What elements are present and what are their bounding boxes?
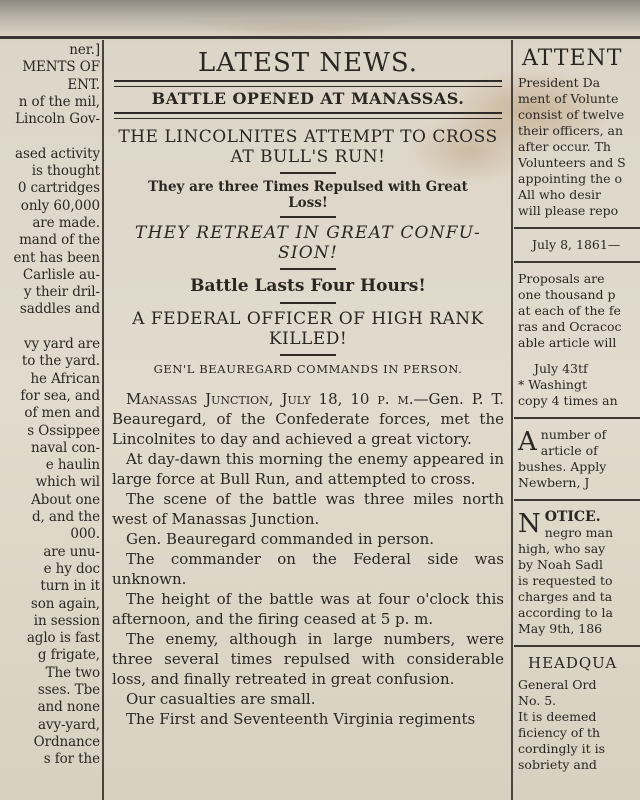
column-text-line: is thought	[31, 163, 100, 180]
column-text-line: which wil	[35, 474, 100, 491]
column-text-line: Volunteers and S	[518, 155, 626, 170]
proposals-block	[514, 271, 640, 351]
column-rule-right	[511, 40, 513, 800]
column-text-line: ased activity	[15, 145, 100, 162]
column-text-line: e haulin	[45, 457, 100, 474]
column-text-line: their officers, an	[518, 123, 624, 138]
headline-retreat-2: SION!	[277, 243, 338, 263]
column-text-line: vy yard are	[24, 336, 100, 353]
headquarters-heading: HEADQUA	[528, 654, 618, 672]
article-paragraph: At day-dawn this morning the enemy appeared in large force at Bull Run, and attempted to cross.	[112, 450, 504, 488]
column-text-line: ficiency of th	[518, 725, 601, 740]
column-text-line: s Ossippee	[27, 422, 100, 439]
column-text-line: turn in it	[40, 578, 100, 595]
column-text-line: May 9th, 186	[518, 621, 603, 636]
column-text-line: Proposals are	[518, 271, 605, 286]
column-text-line: one thousand p	[518, 287, 616, 302]
article-paragraph: The scene of the battle was three miles north west of Manassas Junction.	[112, 490, 504, 528]
separator	[280, 172, 336, 174]
column-text-line: s for the	[43, 751, 100, 768]
column-text-line: Carlisle au-	[22, 266, 100, 283]
column-text-line: It is deemed	[518, 709, 597, 724]
column-text-line: President Da	[518, 75, 601, 90]
column-text-line: are unu-	[43, 543, 100, 560]
column-text-line	[0, 128, 100, 145]
column-text-line	[0, 319, 100, 336]
column-text-line: will please repo	[518, 203, 619, 218]
column-text-line: bushes. Apply	[518, 459, 607, 474]
article-paragraph: The First and Seventeenth Virginia regiments	[126, 710, 476, 728]
right-column	[514, 42, 640, 773]
headline-rule	[114, 112, 502, 119]
column-text-line: mand of the	[19, 232, 100, 249]
column-text-line: cordingly it is	[518, 741, 605, 756]
column-text-line: y their dril-	[23, 284, 100, 301]
column-text-line: able article will	[518, 335, 617, 350]
column-text-line: according to la	[518, 605, 613, 620]
center-column	[106, 42, 510, 729]
column-text-line: All who desir	[518, 187, 602, 202]
column-text-line: 0 cartridges	[17, 180, 100, 197]
column-text-line: d, and the	[31, 509, 100, 526]
drop-cap: A	[518, 427, 537, 457]
column-text-line: n of the mil,	[18, 93, 100, 110]
date-line: July 8, 1861—	[532, 237, 621, 252]
column-text-line: high, who say	[518, 541, 606, 556]
column-text-line: ras and Ocracoc	[518, 319, 622, 334]
column-rule-left	[102, 40, 104, 800]
article-body	[106, 389, 510, 729]
column-text-line: sses. Tbe	[37, 681, 100, 698]
column-text-line: in session	[33, 612, 100, 629]
column-text-line: g frigate,	[37, 647, 100, 664]
column-text-line: only 60,000	[20, 197, 100, 214]
notice-ad	[514, 509, 640, 637]
notice-heading: OTICE.	[544, 509, 601, 525]
rule	[514, 261, 640, 263]
page-edge-shadow	[0, 0, 640, 34]
column-text-line: copy 4 times an	[518, 393, 618, 408]
column-text-line: e hy doc	[43, 560, 100, 577]
column-text-line: saddles and	[19, 301, 100, 318]
column-text-line: consist of twelve	[518, 107, 625, 122]
separator	[280, 354, 336, 356]
article-paragraph: Our casualties are small.	[126, 690, 316, 708]
headline-repulsed-2: Loss!	[288, 195, 328, 211]
column-text-line: Newbern, J	[518, 475, 590, 490]
headline-battle-opened: BATTLE OPENED AT MANASSAS.	[151, 89, 465, 108]
column-text-line: appointing the o	[518, 171, 623, 186]
ad-block	[514, 427, 640, 491]
title-rule	[114, 80, 502, 87]
rule	[514, 227, 640, 229]
rule	[514, 417, 640, 419]
headline-lincolnites-1: THE LINCOLNITES ATTEMPT TO CROSS	[118, 127, 498, 147]
column-text-line: charges and ta	[518, 589, 613, 604]
column-text-line: is requested to	[518, 573, 613, 588]
column-text-line: avy-yard,	[37, 716, 100, 733]
headline-lincolnites-2: AT BULL'S RUN!	[230, 147, 386, 167]
headline-retreat-1: THEY RETREAT IN GREAT CONFU-	[135, 223, 481, 243]
column-text-line: The two	[45, 664, 100, 681]
washington-block	[514, 377, 640, 409]
column-text-line: 000.	[70, 526, 100, 543]
column-text-line: number of	[540, 427, 607, 442]
column-text-line: aglo is fast	[26, 630, 100, 647]
headline-officer-1: A FEDERAL OFFICER OF HIGH RANK	[132, 309, 484, 329]
column-text-line: General Ord	[518, 677, 597, 692]
column-text-line: Lincoln Gov-	[15, 111, 100, 128]
orders-block	[514, 677, 640, 773]
headline-beauregard: GEN'L BEAUREGARD COMMANDS IN PERSON.	[153, 362, 463, 376]
drop-cap: N	[518, 509, 541, 539]
column-text-line: to the yard.	[21, 353, 100, 370]
column-text-line: for sea, and	[20, 387, 100, 404]
column-text-line: MENTS OF	[22, 59, 100, 76]
left-column	[0, 42, 100, 768]
rule	[514, 645, 640, 647]
column-text-line: About one	[31, 491, 100, 508]
headline-officer-2: KILLED!	[268, 329, 348, 349]
column-text-line: ENT.	[67, 76, 100, 93]
notice-block	[514, 75, 640, 219]
date-line: July 43tf	[534, 361, 588, 376]
article-paragraph: The enemy, although in large numbers, were three several times repulsed with considerable loss, and finally retreated in great confusion.	[112, 630, 504, 688]
article-paragraph: The commander on the Federal side was unknown.	[112, 550, 504, 588]
column-text-line: by Noah Sadl	[518, 557, 603, 572]
latest-news-title: LATEST NEWS.	[198, 48, 418, 78]
column-text-line: article of	[540, 443, 598, 458]
headline-four-hours: Battle Lasts Four Hours!	[190, 276, 426, 296]
headline-repulsed-1: They are three Times Repulsed with Great	[148, 179, 468, 195]
column-text-line: naval con-	[31, 439, 100, 456]
column-text-line: son again,	[30, 595, 100, 612]
rule	[514, 499, 640, 501]
top-rule	[0, 36, 640, 39]
separator	[280, 268, 336, 270]
column-text-line: * Washingt	[518, 377, 587, 392]
article-paragraph: Gen. Beauregard commanded in person.	[126, 530, 435, 548]
column-text-line: and none	[37, 699, 100, 716]
column-text-line: of men and	[24, 405, 100, 422]
dateline: Manassas Junction, July 18, 10 p. m.	[126, 390, 414, 408]
column-text-line: after occur. Th	[518, 139, 611, 154]
separator	[280, 302, 336, 304]
separator	[280, 216, 336, 218]
column-text-line: are made.	[32, 214, 100, 231]
column-text-line: he African	[30, 370, 100, 387]
article-paragraph: —Gen. P. T. Beauregard, of the Confederate forces, met the Lincolnites to day and achieved a great victory.	[112, 390, 505, 448]
column-text-line: ner.]	[69, 42, 100, 58]
column-text-line: sobriety and	[518, 757, 597, 772]
column-text-line: negro man	[544, 525, 614, 540]
column-text-line: at each of the fe	[518, 303, 621, 318]
column-text-line: No. 5.	[518, 693, 557, 708]
column-text-line: ent has been	[13, 249, 100, 266]
article-paragraph: The height of the battle was at four o'clock this afternoon, and the firing ceased at 5 p. m.	[112, 590, 504, 628]
right-title: ATTENT	[522, 46, 623, 71]
column-text-line: ment of Volunte	[518, 91, 619, 106]
column-text-line: Ordnance	[33, 733, 100, 750]
